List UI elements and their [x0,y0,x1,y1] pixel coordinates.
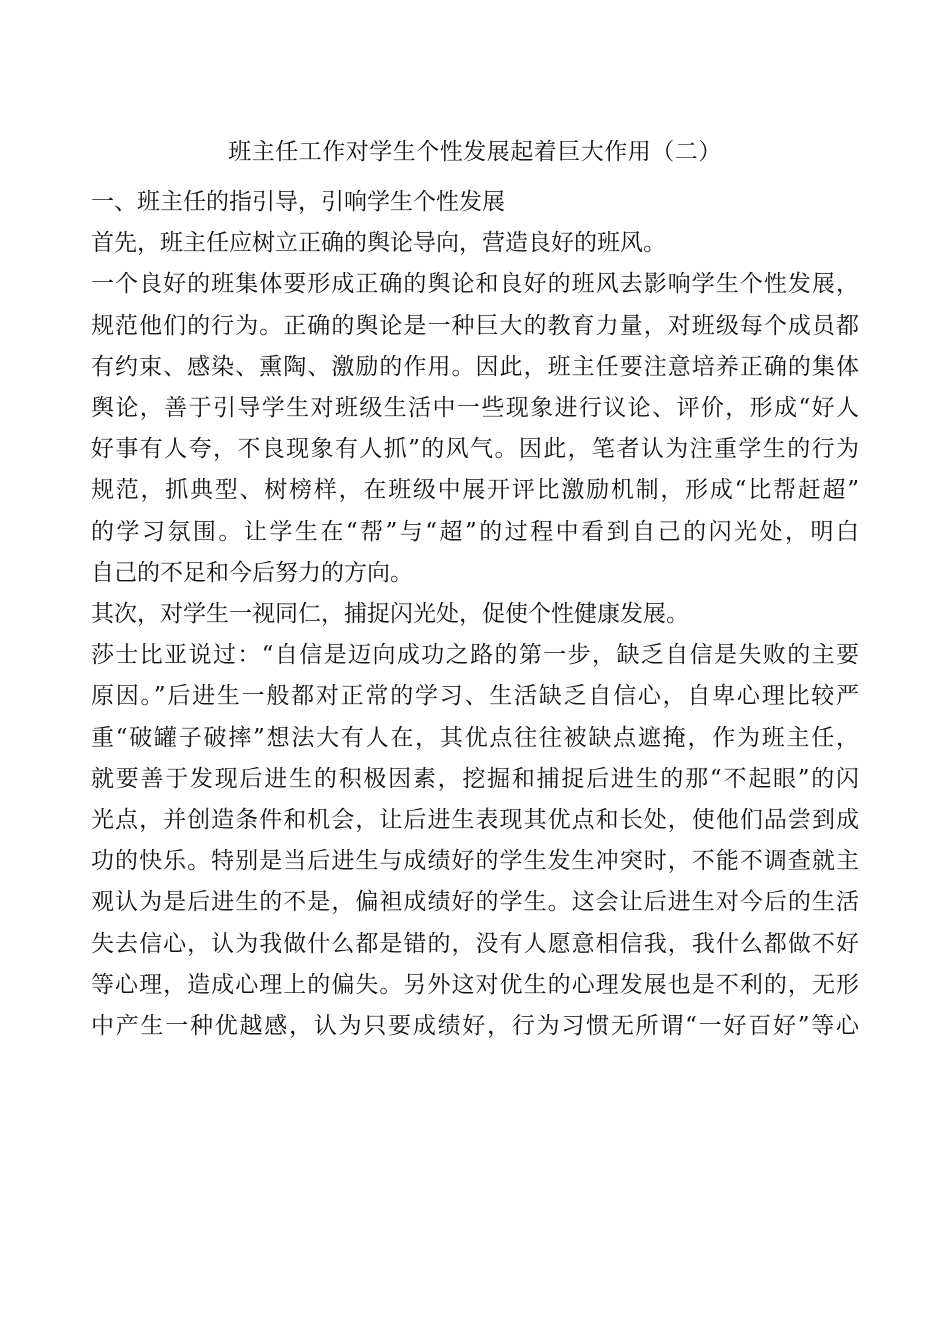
paragraph-line: 好事有人夸，不良现象有人抓”的风气。因此，笔者认为注重学生的行为 [91,436,859,463]
paragraph-3 [91,594,859,635]
paragraph-line: 就要善于发现后进生的积极因素，挖掘和捕捉后进生的那“不起眼”的闪 [91,765,859,792]
paragraph-1 [91,223,859,264]
paragraph-line: 其次，对学生一视同仁，捕捉闪光处，促使个性健康发展。 [91,601,689,628]
paragraph-line: 舆论，善于引导学生对班级生活中一些现象进行议论、评价，形成“好人 [91,395,859,422]
paragraph-line: 的学习氛围。让学生在“帮”与“超”的过程中看到自己的闪光处，明白 [91,518,859,545]
paragraph-line: 有约束、感染、熏陶、激励的作用。因此，班主任要注意培养正确的集体 [91,353,859,380]
paragraph-line: 功的快乐。特别是当后进生与成绩好的学生发生冲突时，不能不调查就主 [91,848,859,875]
paragraph-line: 一个良好的班集体要形成正确的舆论和良好的班风去影响学生个性发展， [91,271,859,298]
paragraph-4 [91,635,859,1047]
paragraph-2 [91,264,859,594]
paragraph-line: 首先，班主任应树立正确的舆论导向，营造良好的班风。 [91,230,666,257]
section-heading [91,182,859,223]
paragraph-line: 规范，抓典型、树榜样，在班级中展开评比激励机制，形成“比帮赶超” [91,477,859,504]
document-body [91,182,859,1047]
paragraph-line: 规范他们的行为。正确的舆论是一种巨大的教育力量，对班级每个成员都 [91,312,859,339]
paragraph-line: 原因。”后进生一般都对正常的学习、生活缺乏自信心，自卑心理比较严 [91,683,859,710]
paragraph-line: 观认为是后进生的不是，偏袒成绩好的学生。这会让后进生对今后的生活 [91,889,859,916]
paragraph-line: 莎士比亚说过：“自信是迈向成功之路的第一步，缺乏自信是失败的主要 [91,642,859,669]
paragraph-line: 光点，并创造条件和机会，让后进生表现其优点和长处，使他们品尝到成 [91,807,859,834]
paragraph-line: 等心理，造成心理上的偏失。另外这对优生的心理发展也是不利的，无形 [91,971,859,998]
heading-line: 一、班主任的指引导，引响学生个性发展 [91,189,505,215]
paragraph-line: 中产生一种优越感，认为只要成绩好，行为习惯无所谓“一好百好”等心 [91,1013,859,1040]
paragraph-line: 重“破罐子破摔”想法大有人在，其优点往往被缺点遮掩，作为班主任， [91,724,859,751]
paragraph-line: 失去信心，认为我做什么都是错的，没有人愿意相信我，我什么都做不好 [91,930,859,957]
document-title: 班主任工作对学生个性发展起着巨大作用（二） [228,139,722,165]
paragraph-line: 自己的不足和今后努力的方向。 [91,559,413,586]
